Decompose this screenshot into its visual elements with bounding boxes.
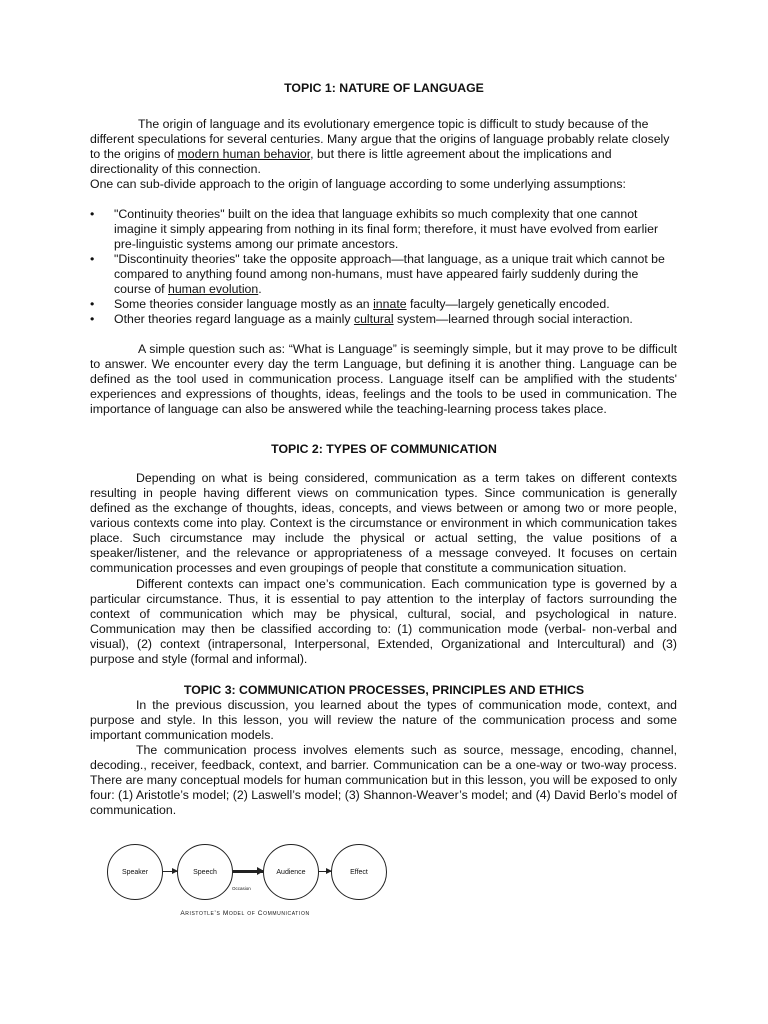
topic2-context-paragraph: Depending on what is being considered, communication as a term takes on different contexts resulting in people having different views on communication types. Since communication is generally defined as the exchange of thoughts, ideas, concepts, and views between or among two or more people, various contexts come into play. Context is the circumstance or environment in which communication takes place. Such circumstance may include the physical or actual setting, the value positions of a speaker/listener, and the relevance or appropriateness of a message conveyed. It focuses on certain communication processes and even groupings of people that constitute a communication situation. [90, 471, 677, 575]
arrow-icon [233, 870, 263, 873]
discontinuity-theories-text: "Discontinuity theories" take the opposite approach—that language, as a unique trait which cannot be compared to anything found among non-humans, must have appeared fairly suddenly during the course of [114, 252, 665, 296]
modern-human-behavior-link[interactable]: modern human behavior [177, 147, 311, 161]
topic1-intro-text-b: , but there is little agreement about the implications and directionality of this connection. [90, 147, 612, 176]
speaker-node: Speaker [107, 844, 163, 900]
arrow-icon [163, 871, 177, 872]
bullet-icon: • [90, 297, 95, 311]
topic2-classification-paragraph: Different contexts can impact one’s communication. Each communication type is governed by a particular circumstance. Thus, it is essential to pay attention to the interplay of factors surrounding the context of communication which may be physical, cultural, social, and psychological in nature. Communication may then be classified according to: (1) communication mode (verbal- non-verbal and visual), (2) context (intrapersonal, Interpersonal, Extended, Organizational and Intercultural) and (3) purpose and style (formal and informal). [90, 577, 677, 666]
innate-theories-text: Some theories consider language mostly as an [114, 297, 374, 311]
topic2-title: TOPIC 2: TYPES OF COMMUNICATION [271, 442, 497, 456]
cultural-link[interactable]: cultural [353, 312, 394, 326]
bullet-icon: • [90, 207, 95, 221]
list-item [90, 207, 677, 252]
list-item [90, 297, 677, 312]
cultural-theories-text: Other theories regard language as a mainly [114, 312, 354, 326]
list-item [90, 252, 677, 297]
innate-theories-end: faculty—largely genetically encoded. [406, 297, 610, 311]
innate-link[interactable]: innate [373, 297, 407, 311]
diagram-caption: Aristotle’s Model of Communication [180, 910, 310, 917]
effect-node: Effect [331, 844, 387, 900]
bullet-icon: • [90, 252, 95, 266]
continuity-theories-text: "Continuity theories" built on the idea that language exhibits so much complexity that one cannot imagine it simply appearing from nothing in its final form; therefore, it must have evolved from earlier pre-linguistic systems among our primate ancestors. [114, 207, 659, 251]
discontinuity-theories-end: . [258, 282, 262, 296]
audience-node: Audience [263, 844, 319, 900]
human-evolution-link[interactable]: human evolution [168, 282, 259, 296]
occasion-label: Occasion [232, 886, 251, 891]
what-is-language-paragraph: A simple question such as: “What is Language” is seemingly simple, but it may prove to be difficult to answer. We encounter every day the term Language, but defining it is another thing. Language can be defined as the tool used in communication process. Language itself can be amplified with the students' experiences and expressions of thoughts, ideas, feelings and the tools to be used in communication. The importance of language can also be answered while the teaching-learning process takes place. [90, 342, 677, 416]
topic1-intro-text-c: One can sub-divide approach to the origin of language according to some underlying assumptions: [90, 177, 626, 191]
list-item [90, 312, 677, 327]
topic3-title: TOPIC 3: COMMUNICATION PROCESSES, PRINCIPLES AND ETHICS [183, 683, 585, 697]
aristotle-model-diagram [95, 836, 395, 924]
topic1-intro-paragraph [90, 117, 677, 192]
topic3-intro-paragraph: In the previous discussion, you learned about the types of communication mode, context, and purpose and style. In this lesson, you will review the nature of the communication process and some important communication models. [90, 698, 677, 742]
cultural-theories-end: system—learned through social interaction. [393, 312, 633, 326]
origin-theories-list [90, 207, 677, 327]
bullet-icon: • [90, 312, 95, 326]
arrow-icon [319, 871, 331, 872]
speech-node: Speech [177, 844, 233, 900]
topic3-process-paragraph: The communication process involves elements such as source, message, encoding, channel, decoding., receiver, feedback, context, and barrier. Communication can be a one-way or two-way process. There are many conceptual models for human communication but in this lesson, you will be exposed to only four: (1) Aristotle’s model; (2) Laswell’s model; (3) Shannon-Weaver’s model; and (4) David Berlo’s model of communication. [90, 743, 677, 817]
topic1-title: TOPIC 1: NATURE OF LANGUAGE [284, 81, 484, 95]
topic1-intro-text-a: The origin of language and its evolutionary emergence topic is difficult to study because of the different speculations for several centuries. Many argue that the origins of language probably relate closely to the origins of [90, 117, 670, 161]
